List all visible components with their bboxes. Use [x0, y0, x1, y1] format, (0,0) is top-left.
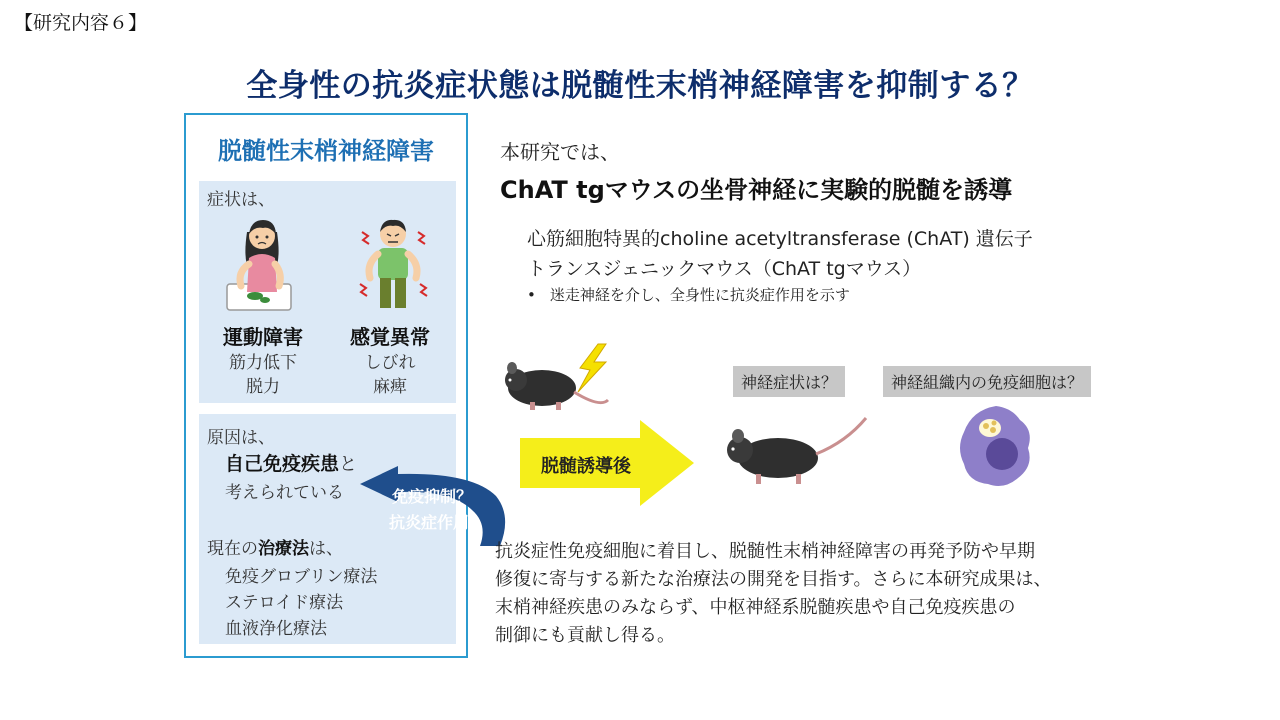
left-panel-heading: 脱髄性末梢神経障害 — [218, 137, 434, 165]
treatment-suffix: は、 — [309, 539, 343, 559]
treatment-item-1: 免疫グロブリン療法 — [225, 567, 378, 587]
symptom-motor-line2: 脱力 — [246, 377, 280, 397]
conclusion-paragraph — [495, 538, 1052, 650]
cause-label: 原因は、 — [207, 428, 275, 448]
treatment-item-3: 血液浄化療法 — [225, 619, 327, 639]
cause-bold: 自己免疫疾患 — [225, 453, 340, 475]
symptom-motor-line1: 筋力低下 — [229, 353, 297, 373]
symptoms-label: 症状は、 — [207, 190, 275, 210]
headline: ChAT tgマウスの坐骨神経に実験的脱髄を誘導 — [500, 176, 1013, 204]
symptom-sensory-line2: 麻痺 — [373, 377, 407, 397]
treatment-heading — [207, 534, 343, 559]
treatment-bold: 治療法 — [258, 539, 309, 559]
neuro-symptom-tag: 神経症状は？ — [733, 366, 845, 397]
bullet-item — [527, 284, 850, 305]
cause-line2: 考えられている — [225, 483, 344, 503]
man-numbness-illustration-icon — [358, 214, 428, 314]
immune-cell-icon — [956, 402, 1036, 492]
desc-line1: 心筋細胞特異的choline acetyltransferase (ChAT) 遺伝子 — [527, 228, 1033, 250]
immune-cell-tag: 神経組織内の免疫細胞は？ — [883, 366, 1091, 397]
arrow-label: 脱髄誘導後 — [541, 456, 631, 477]
symptom-sensory-line1: しびれ — [364, 353, 416, 373]
mouse-after-induction-icon — [716, 412, 876, 492]
conclusion-line-4: 制御にも貢献し得る。 — [495, 625, 675, 646]
bullet-text: 迷走神経を介し、全身性に抗炎症作用を示す — [549, 286, 850, 304]
cause-suffix: と — [339, 454, 358, 475]
symptom-sensory-title: 感覚異常 — [350, 325, 430, 349]
symptom-motor-title: 運動障害 — [223, 325, 303, 349]
intro-text: 本研究では、 — [500, 140, 620, 164]
cause-line — [225, 449, 357, 476]
conclusion-line-3: 末梢神経疾患のみならず、中枢神経系脱髄疾患や自己免疫疾患の — [495, 597, 1016, 618]
treatment-item-2: ステロイド療法 — [225, 593, 344, 613]
woman-illustration-icon — [225, 214, 305, 314]
bubble-line1: 免疫抑制？ — [391, 487, 472, 506]
desc-line2: トランスジェニックマウス（ChAT tgマウス） — [527, 258, 922, 280]
treatment-prefix: 現在の — [207, 539, 258, 559]
bullet-icon: • — [527, 286, 536, 304]
mouse-with-lightning-icon — [500, 342, 620, 422]
conclusion-line-1: 抗炎症性免疫細胞に着目し、脱髄性末梢神経障害の再発予防や早期 — [495, 541, 1035, 562]
slide-tag: 【研究内容６】 — [14, 12, 148, 34]
conclusion-line-2: 修復に寄与する新たな治療法の開発を目指す。さらに本研究成果は、 — [495, 569, 1052, 590]
bubble-line2: 抗炎症作用？ — [388, 513, 485, 532]
page-title: 全身性の抗炎症状態は脱髄性末梢神経障害を抑制する？ — [246, 68, 1034, 104]
